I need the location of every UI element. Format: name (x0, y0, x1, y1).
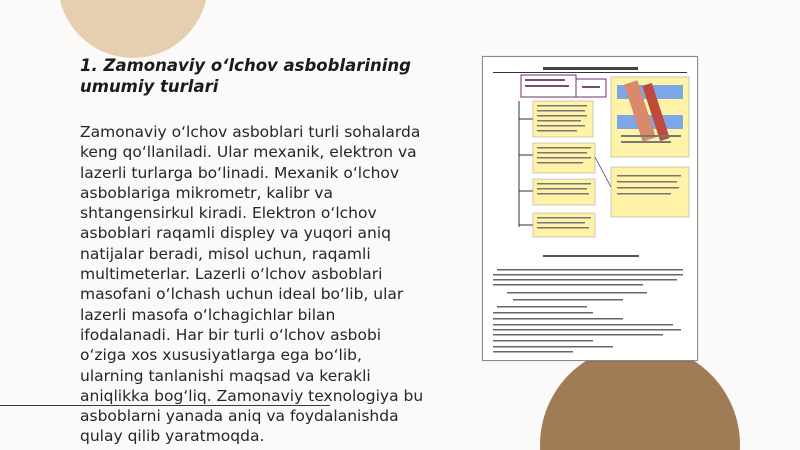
document-thumbnail (482, 56, 698, 361)
slide-title: 1. Zamonaviy o‘lchov asboblarining umumiy turlari (80, 56, 411, 96)
decorative-circle-top (58, 0, 208, 58)
document-thumbnail-graphic (483, 57, 697, 360)
slide-body-text: Zamonaviy o‘lchov asboblari turli sohalarda keng qo‘llaniladi. Ular mexanik, elektron va lazerli turlarga bo‘linadi. Mexanik o‘lchov asboblariga mikrometr, kalibr va shtangensirkul kiradi. Elektron o‘lchov asboblari raqamli displey va yuqori aniq natijalar beradi, misol uchun, raqamli multimeterlar. Lazerli o‘lchov asboblari masofani o‘lchash uchun ideal bo‘lib, ular lazerli masofa o‘lchagichlar bilan ifodalanadi. Har bir turli o‘lchov asbobi o‘ziga xos xususiyatlarga ega bo‘lib, ularning tanlanishi maqsad va kerakli aniqlikka bog‘liq. Zamonaviy texnologiya bu asboblarni yanada aniq va foydalanishda qulay qilib yaratmoqda. (80, 123, 424, 446)
